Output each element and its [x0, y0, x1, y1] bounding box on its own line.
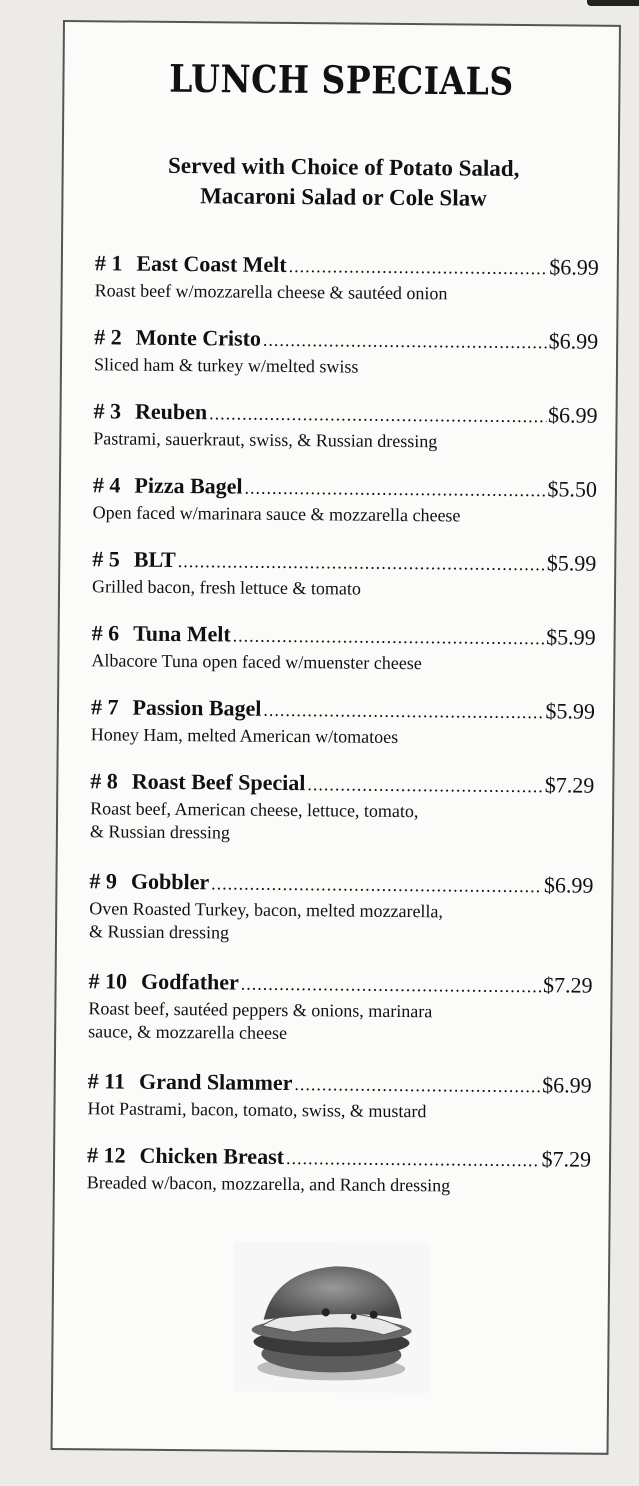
item-price: $6.99 — [549, 254, 599, 280]
item-number: # 5 — [92, 546, 120, 572]
menu-item — [91, 694, 595, 750]
item-price: $6.99 — [547, 402, 598, 428]
item-description: Pastrami, sauerkraut, swiss, & Russian dressing — [93, 428, 438, 452]
item-description: Honey Ham, melted American w/tomatoes — [90, 724, 399, 747]
item-price: $7.29 — [541, 1146, 592, 1172]
item-name: BLT — [133, 546, 176, 573]
menu-item — [93, 398, 597, 454]
item-number: # 8 — [90, 768, 118, 794]
item-number: # 2 — [94, 324, 122, 350]
dot-leader — [286, 1145, 540, 1173]
item-price: $5.99 — [546, 624, 596, 650]
item-description: Hot Pastrami, bacon, tomato, swiss, & mustard — [87, 1098, 427, 1122]
item-name: Roast Beef Special — [131, 768, 306, 796]
item-name: East Coast Melt — [136, 250, 287, 277]
sandwich-icon — [233, 1242, 430, 1394]
menu-item — [93, 472, 597, 528]
dot-leader — [263, 697, 543, 725]
item-name: Monte Cristo — [135, 324, 262, 351]
item-number: # 9 — [89, 868, 118, 894]
subtitle-line: Served with Choice of Potato Salad, — [167, 152, 520, 181]
item-name: Reuben — [134, 398, 208, 425]
item-name: Gobbler — [130, 868, 210, 895]
dot-leader — [241, 971, 541, 1000]
menu-item — [88, 968, 593, 1047]
item-price: $6.99 — [543, 872, 594, 898]
page-corner-mark — [587, 0, 639, 6]
menu-item — [90, 768, 595, 847]
item-name: Tuna Melt — [133, 620, 231, 647]
menu-item — [89, 868, 594, 947]
dot-leader — [209, 400, 546, 429]
item-number: # 7 — [90, 694, 119, 720]
dot-leader — [211, 870, 542, 899]
item-price: $5.99 — [546, 550, 597, 576]
dot-leader — [294, 1071, 540, 1099]
sandwich-illustration — [233, 1242, 430, 1394]
dot-leader — [233, 623, 545, 652]
menu-item — [95, 250, 599, 306]
item-description: Roast beef w/mozzarella cheese & sautéed onion — [94, 280, 448, 304]
item-description: Breaded w/bacon, mozzarella, and Ranch dressing — [86, 1172, 451, 1196]
item-name: Chicken Breast — [139, 1142, 285, 1169]
item-price: $7.29 — [542, 972, 593, 998]
item-description: Open faced w/marinara sauce & mozzarella cheese — [92, 502, 461, 526]
menu-item — [94, 324, 598, 380]
item-number: # 4 — [92, 472, 121, 498]
item-price: $6.99 — [548, 328, 599, 354]
item-description: Roast beef, American cheese, lettuce, tomato, & Russian dressing — [89, 798, 419, 843]
dot-leader — [178, 548, 545, 577]
dot-leader — [263, 327, 547, 355]
menu-sheet — [51, 20, 621, 1455]
menu-subtitle — [93, 150, 594, 214]
dot-leader — [289, 253, 548, 281]
subtitle-line: Macaroni Salad or Cole Slaw — [200, 183, 487, 211]
item-name: Godfather — [141, 968, 239, 995]
item-number: # 10 — [88, 968, 128, 994]
menu-item — [92, 546, 596, 602]
item-number: # 6 — [91, 620, 120, 646]
item-description: Albacore Tuna open faced w/muenster cheese — [91, 650, 422, 674]
dot-leader — [307, 771, 543, 799]
item-description: Oven Roasted Turkey, bacon, melted mozzarella, & Russian dressing — [88, 898, 444, 943]
item-number: # 11 — [87, 1068, 126, 1094]
item-price: $6.99 — [542, 1072, 592, 1098]
menu-item — [91, 620, 595, 676]
menu-title: LUNCH SPECIALS — [169, 56, 514, 104]
item-description: Grilled bacon, fresh lettuce & tomato — [91, 576, 362, 599]
menu-item — [87, 1142, 591, 1198]
item-name: Pizza Bagel — [134, 472, 243, 499]
item-number: # 1 — [94, 250, 123, 276]
item-price: $5.99 — [545, 698, 596, 724]
item-description: Roast beef, sautéed peppers & onions, marinara sauce, & mozzarella cheese — [88, 998, 433, 1043]
item-price: $7.29 — [544, 772, 595, 798]
item-name: Grand Slammer — [138, 1068, 293, 1096]
menu-item-list — [86, 250, 599, 1196]
menu-item — [87, 1068, 591, 1124]
item-number: # 12 — [86, 1142, 126, 1168]
item-name: Passion Bagel — [132, 694, 262, 721]
item-price: $5.50 — [547, 476, 598, 502]
item-description: Sliced ham & turkey w/melted swiss — [93, 354, 359, 377]
item-number: # 3 — [93, 398, 122, 424]
dot-leader — [244, 475, 545, 504]
